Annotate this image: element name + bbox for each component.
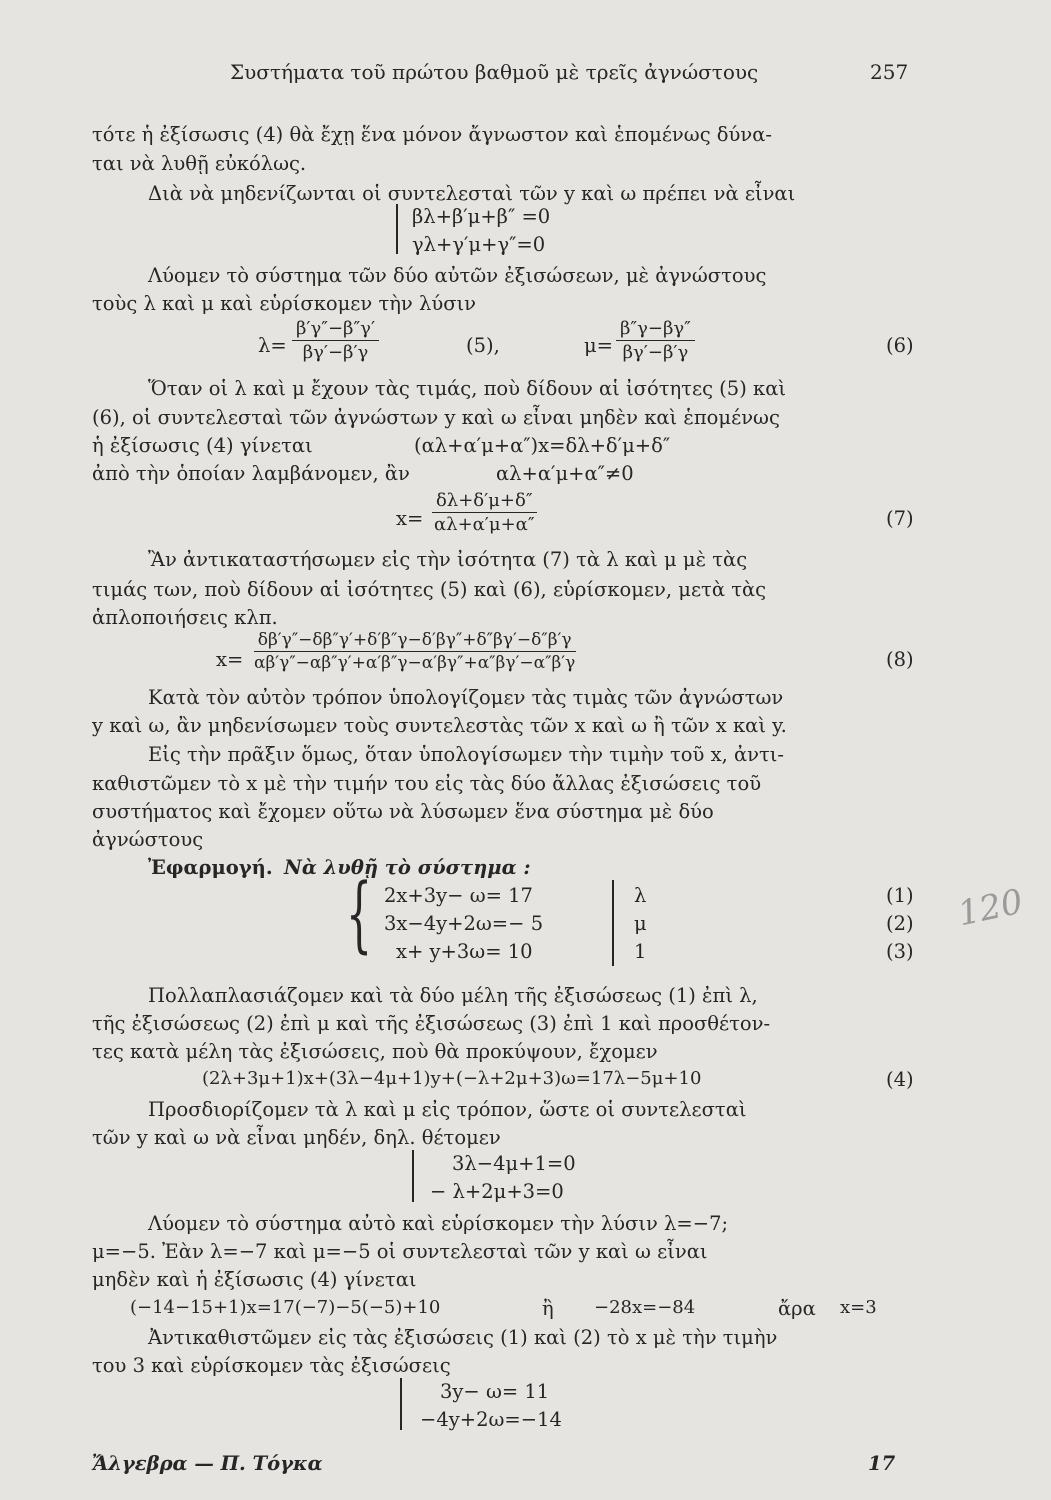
equation: − λ+2μ+3=0 (430, 1180, 564, 1203)
running-header: Συστήματα τοῦ πρώτου βαθμοῦ μὲ τρεῖς ἀγνώστους (230, 60, 759, 84)
fraction-mu (616, 318, 695, 363)
fraction-x8 (250, 630, 579, 673)
fraction-denominator: αλ+α′μ+α″ (434, 514, 535, 535)
text-line: τοὺς λ καὶ μ καὶ εὑρίσκομεν τὴν λύσιν (92, 292, 477, 315)
fraction-x7 (430, 490, 539, 535)
text-line: ἡ ἐξίσωσις (4) γίνεται (92, 434, 313, 457)
system-equation: x+ y+3ω= 10 (396, 940, 533, 963)
text-line: ἀγνώστους (92, 828, 204, 851)
system-bar (400, 1378, 402, 1430)
system-equation: 2x+3y− ω= 17 (384, 884, 533, 907)
fraction-numerator: δβ′γ″−δβ″γ′+δ′β″γ−δ′βγ″+δ″βγ′−δ″β′γ (254, 630, 576, 652)
margin-note: 120 (954, 881, 1027, 935)
fraction-denominator: αβ′γ″−αβ″γ′+α′β″γ−α′βγ″+α″βγ′−α″β′γ (254, 653, 576, 673)
text-line: y καὶ ω, ἂν μηδενίσωμεν τοὺς συντελεστὰς τῶν x καὶ ω ἢ τῶν x καὶ y. (92, 714, 787, 737)
text-line: τῶν y καὶ ω νὰ εἶναι μηδέν, δηλ. θέτομεν (92, 1126, 501, 1149)
text-line: ἁπλοποιήσεις κλπ. (92, 606, 278, 629)
text-line: μηδὲν καὶ ἡ ἐξίσωσις (4) γίνεται (92, 1268, 417, 1291)
equation-number: (1) (886, 884, 914, 907)
fraction-lambda (292, 318, 379, 363)
page-number: 257 (870, 60, 909, 84)
equation: −4y+2ω=−14 (420, 1408, 562, 1431)
equation-number: (4) (886, 1068, 914, 1091)
multiplier: 1 (634, 940, 647, 963)
text-line: Προσδιορίζομεν τὰ λ καὶ μ εἰς τρόπον, ὥστε οἱ συντελεσταὶ (148, 1098, 747, 1121)
footer-book-title: Ἄλγεβρα — Π. Τόγκα (92, 1452, 323, 1475)
text-line: Ὅταν οἱ λ καὶ μ ἔχουν τὰς τιμάς, ποὺ δίδουν αἱ ἰσότητες (5) καὶ (148, 377, 787, 400)
equation: x=3 (840, 1297, 877, 1318)
text-line: τιμάς των, ποὺ δίδουν αἱ ἰσότητες (5) καὶ (6), εὑρίσκομεν, μετὰ τὰς (92, 578, 767, 601)
text-line: συστήματος καὶ ἔχομεν οὕτω νὰ λύσωμεν ἕνα σύστημα μὲ δύο (92, 800, 714, 823)
text-line: ἀπὸ τὴν ὁποίαν λαμβάνομεν, ἂν (92, 462, 410, 485)
text-line: Πολλαπλασιάζομεν καὶ τὰ δύο μέλη τῆς ἐξισώσεως (1) ἐπὶ λ, (148, 984, 758, 1007)
multiplier: μ (634, 912, 647, 935)
text-line: Λύομεν τὸ σύστημα αὐτὸ καὶ εὑρίσκομεν τὴν λύσιν λ=−7; (148, 1212, 729, 1235)
formula-lhs: λ= (258, 334, 287, 357)
equation-number: (6) (886, 334, 914, 357)
text-line: Κατὰ τὸν αὐτὸν τρόπον ὑπολογίζομεν τὰς τιμὰς τῶν ἀγνώστων (148, 686, 784, 709)
footer-signature: 17 (868, 1452, 896, 1475)
application-text: Νὰ λυθῇ τὸ σύστημα : (284, 856, 531, 879)
system-equation: 3x−4y+2ω=− 5 (384, 912, 544, 935)
system-bar (396, 204, 398, 254)
text-line: Ἀντικαθιστῶμεν εἰς τὰς ἐξισώσεις (1) καὶ (2) τὸ x μὲ τὴν τιμὴν (148, 1326, 778, 1349)
text-line: μ=−5. Ἐὰν λ=−7 καὶ μ=−5 οἱ συντελεσταὶ τῶν y καὶ ω εἶναι (92, 1240, 708, 1263)
text-line: καθιστῶμεν τὸ x μὲ τὴν τιμήν του εἰς τὰς δύο ἄλλας ἐξισώσεις τοῦ (92, 772, 762, 795)
multiplier: λ (634, 884, 647, 907)
equation-number: (5), (466, 334, 500, 357)
equation: γλ+γ′μ+γ″=0 (412, 233, 546, 256)
equation: (−14−15+1)x=17(−7)−5(−5)+10 (130, 1297, 441, 1318)
text-line: του 3 καὶ εὑρίσκομεν τὰς ἐξισώσεις (92, 1354, 451, 1377)
equation: −28x=−84 (594, 1297, 696, 1318)
text-line: Διὰ νὰ μηδενίζωνται οἱ συντελεσταὶ τῶν y καὶ ω πρέπει νὰ εἶναι (148, 182, 796, 205)
text-line: Λύομεν τὸ σύστημα τῶν δύο αὐτῶν ἐξισώσεων, μὲ ἀγνώστους (148, 264, 767, 287)
text-line: (6), οἱ συντελεσταὶ τῶν ἀγνώστων y καὶ ω εἶναι μηδὲν καὶ ἑπομένως (92, 406, 780, 429)
equation: αλ+α′μ+α″≠0 (496, 462, 634, 485)
system-brace: { (346, 867, 373, 962)
fraction-denominator: βγ′−β′γ (622, 342, 689, 363)
equation: (αλ+α′μ+α″)x=δλ+δ′μ+δ″ (414, 434, 671, 457)
text-line: τες κατὰ μέλη τὰς ἐξισώσεις, ποὺ θὰ προκύψουν, ἔχομεν (92, 1040, 658, 1063)
system-bar (412, 1150, 414, 1202)
application-label: Ἐφαρμογή. (148, 856, 273, 879)
equation: 3λ−4μ+1=0 (452, 1152, 576, 1175)
text-line: τότε ἡ ἐξίσωσις (4) θὰ ἔχῃ ἕνα μόνον ἄγνωστον καὶ ἑπομένως δύνα- (92, 123, 773, 146)
equation-number: (2) (886, 912, 914, 935)
equation: (2λ+3μ+1)x+(3λ−4μ+1)y+(−λ+2μ+3)ω=17λ−5μ+10 (202, 1068, 702, 1089)
text-line: ται νὰ λυθῇ εὐκόλως. (92, 152, 307, 175)
equation-number: (8) (886, 648, 914, 671)
equation-number: (3) (886, 940, 914, 963)
fraction-numerator: β′γ″−β″γ′ (292, 318, 379, 341)
text-line: Εἰς τὴν πρᾶξιν ὅμως, ὅταν ὑπολογίσωμεν τὴν τιμὴν τοῦ x, ἀντι- (148, 743, 785, 766)
text-line: τῆς ἐξισώσεως (2) ἐπὶ μ καὶ τῆς ἐξισώσεως (3) ἐπὶ 1 καὶ προσθέτον- (92, 1012, 771, 1035)
fraction-numerator: δλ+δ′μ+δ″ (432, 490, 537, 513)
formula-lhs: μ= (584, 334, 614, 357)
text-word: ἢ (542, 1297, 554, 1320)
formula-lhs: x= (216, 648, 244, 671)
text-word: ἄρα (778, 1297, 816, 1320)
equation: 3y− ω= 11 (440, 1380, 550, 1403)
text-line: Ἂν ἀντικαταστήσωμεν εἰς τὴν ἰσότητα (7) τὰ λ καὶ μ μὲ τὰς (148, 548, 748, 571)
formula-lhs: x= (396, 507, 424, 530)
fraction-denominator: βγ′−β′γ (302, 342, 369, 363)
equation: βλ+β′μ+β″ =0 (412, 205, 551, 228)
equation-number: (7) (886, 507, 914, 530)
fraction-numerator: β″γ−βγ″ (616, 318, 695, 341)
system-bar (612, 880, 614, 966)
